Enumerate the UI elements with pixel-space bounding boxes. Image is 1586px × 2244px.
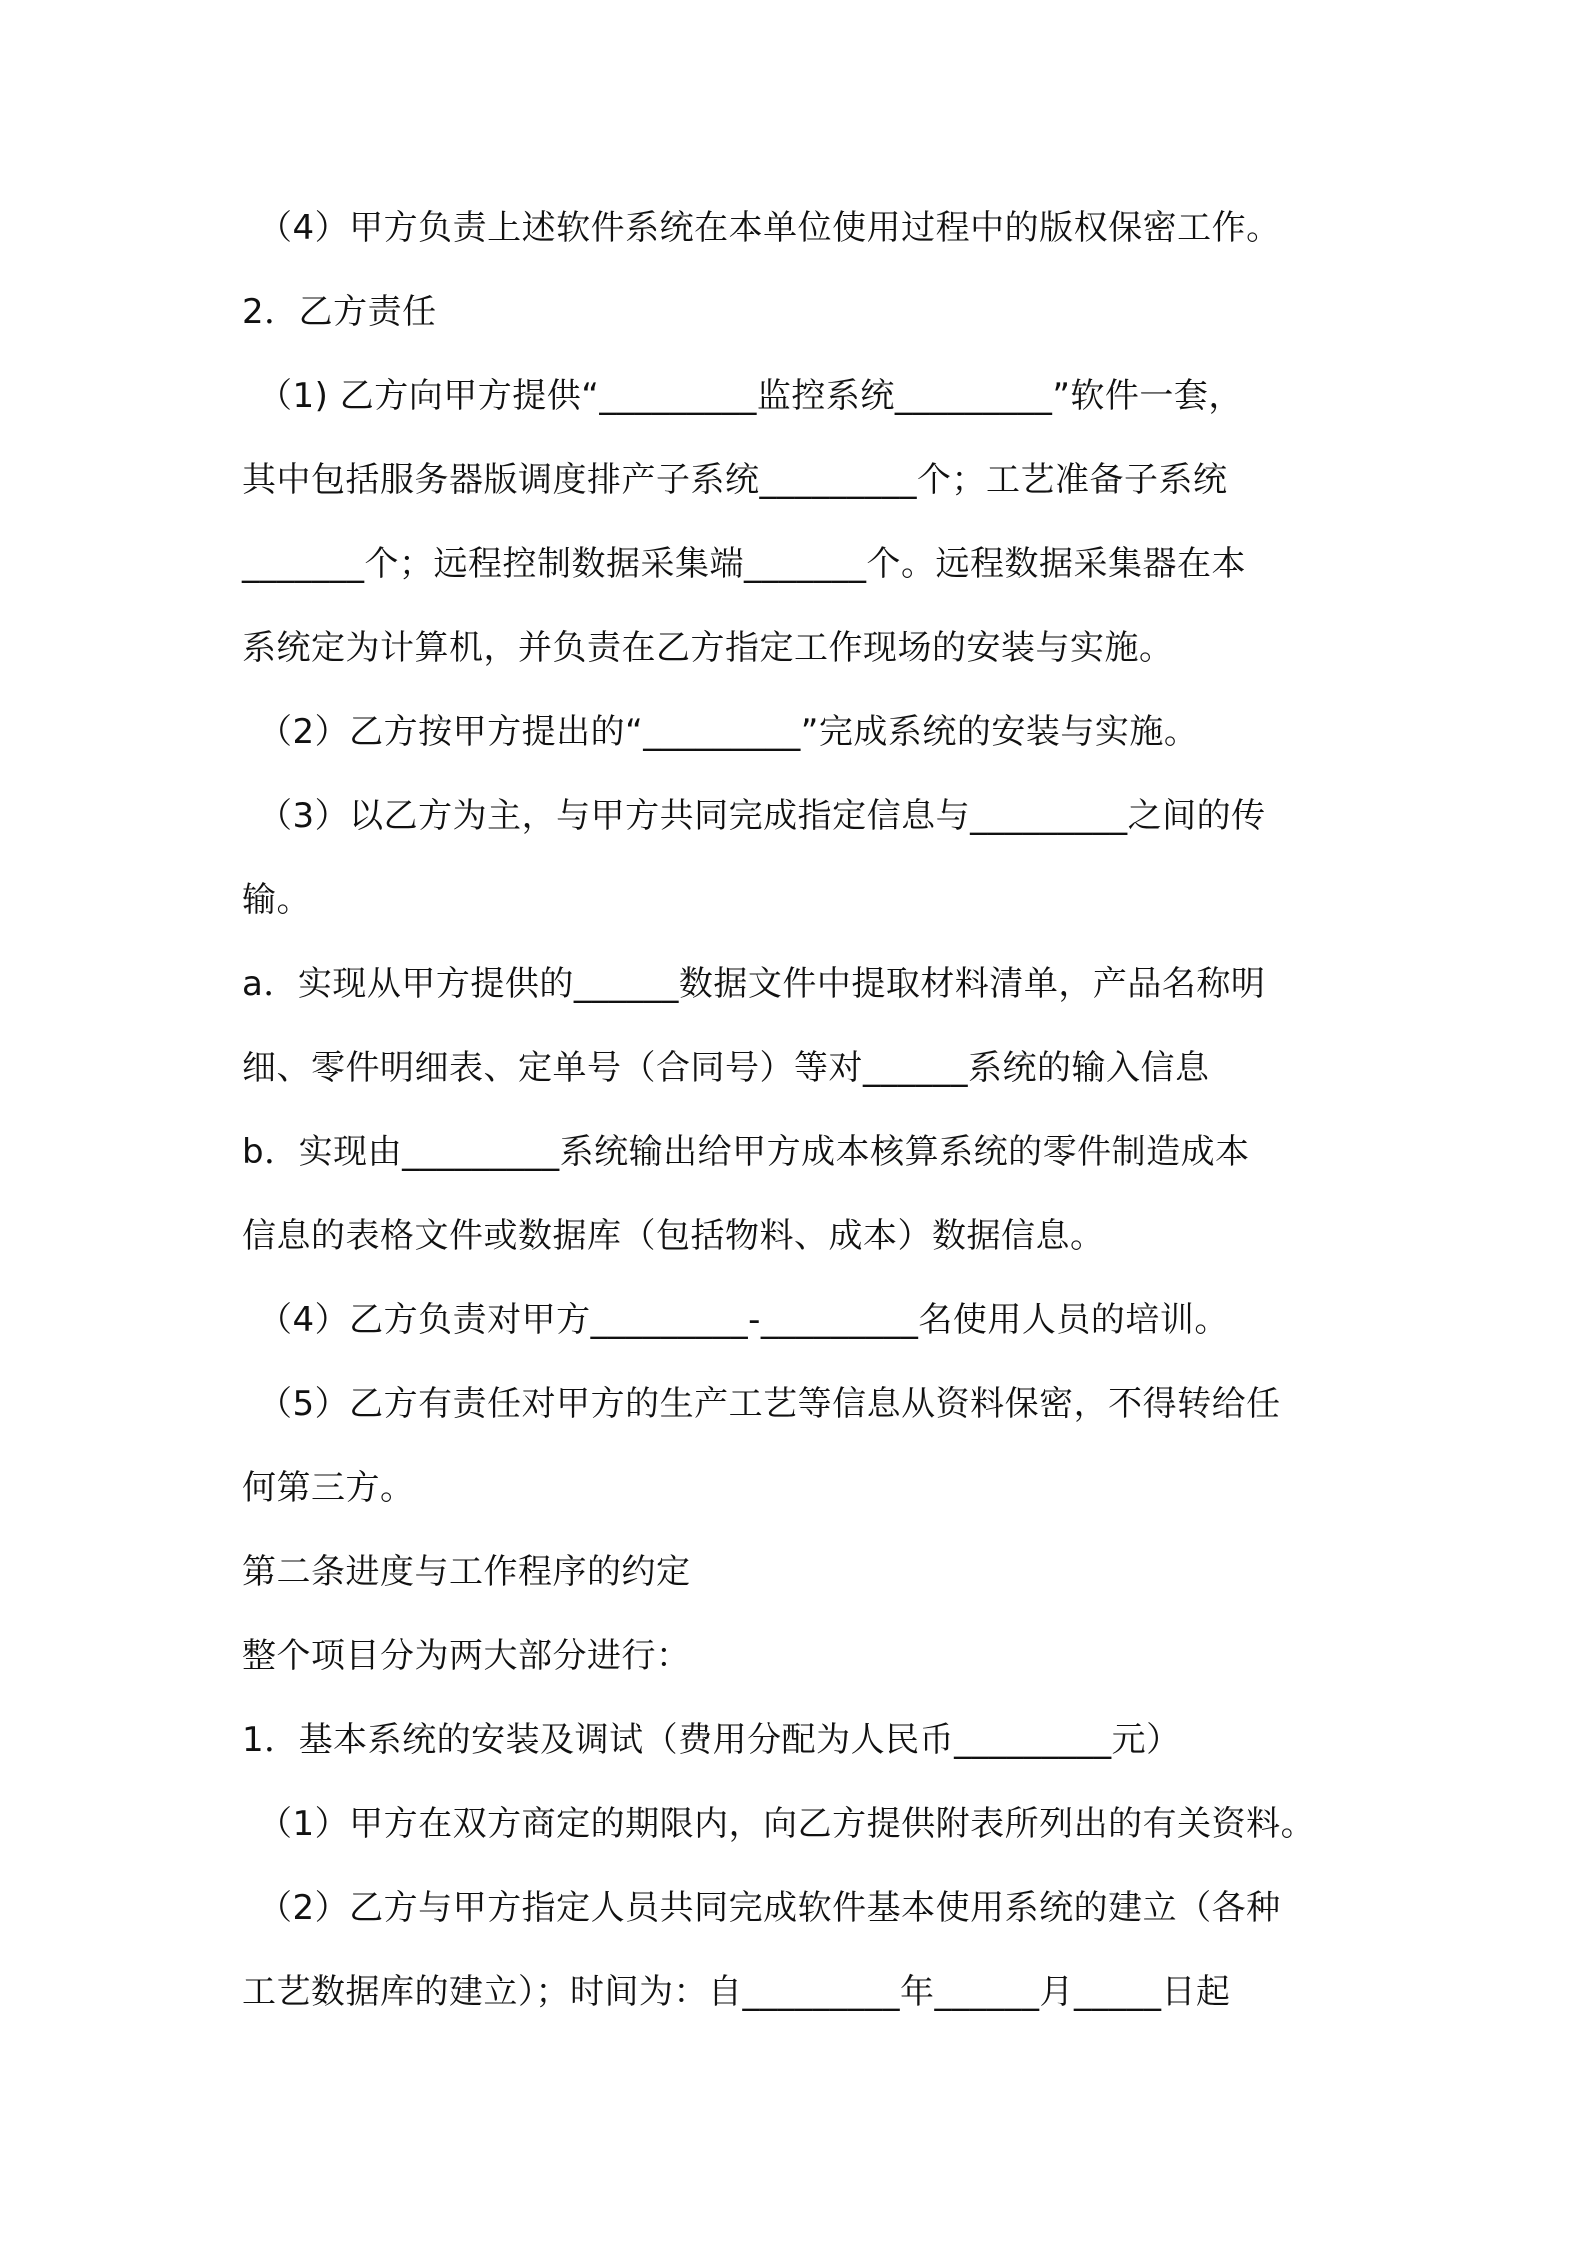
part-1-clause-2-line1: （2）乙方与甲方指定人员共同完成软件基本使用系统的建立（各种 <box>258 1888 1281 1928</box>
clause-a4: （4）甲方负责上述软件系统在本单位使用过程中的版权保密工作。 <box>258 208 1281 248</box>
clause-b5-line2: 何第三方。 <box>242 1468 415 1508</box>
part-1-heading: 1．基本系统的安装及调试（费用分配为人民币_________元） <box>242 1720 1181 1760</box>
part-1-clause-1: （1）甲方在双方商定的期限内，向乙方提供附表所列出的有关资料。 <box>258 1804 1316 1844</box>
clause-b5-line1: （5）乙方有责任对甲方的生产工艺等信息从资料保密，不得转给任 <box>258 1384 1281 1424</box>
clause-b3-line1: （3）以乙方为主，与甲方共同完成指定信息与_________之间的传 <box>258 796 1266 836</box>
clause-b1-line3: _______个；远程控制数据采集端_______个。远程数据采集器在本 <box>242 544 1246 584</box>
item-a-line2: 细、零件明细表、定单号（合同号）等对______系统的输入信息 <box>242 1048 1210 1088</box>
project-intro: 整个项目分为两大部分进行： <box>242 1636 691 1676</box>
clause-b3-line2: 输。 <box>242 880 311 920</box>
item-b-line1: b．实现由_________系统输出给甲方成本核算系统的零件制造成本 <box>242 1132 1250 1172</box>
clause-b1-line2: 其中包括服务器版调度排产子系统_________个；工艺准备子系统 <box>242 460 1228 500</box>
clause-b1-line1: （1) 乙方向甲方提供“_________监控系统_________”软件一套， <box>258 376 1243 416</box>
article-2-heading: 第二条进度与工作程序的约定 <box>242 1552 691 1592</box>
clause-b1-line4: 系统定为计算机，并负责在乙方指定工作现场的安装与实施。 <box>242 628 1174 668</box>
item-a-line1: a．实现从甲方提供的______数据文件中提取材料清单，产品名称明 <box>242 964 1266 1004</box>
section-2-heading: 2．乙方责任 <box>242 292 437 332</box>
clause-b4: （4）乙方负责对甲方_________-_________名使用人员的培训。 <box>258 1300 1229 1340</box>
item-b-line2: 信息的表格文件或数据库（包括物料、成本）数据信息。 <box>242 1216 1105 1256</box>
clause-b2: （2）乙方按甲方提出的“_________”完成系统的安装与实施。 <box>258 712 1199 752</box>
part-1-clause-2-line2: 工艺数据库的建立）；时间为：自_________年______月_____日起 <box>242 1972 1231 2012</box>
